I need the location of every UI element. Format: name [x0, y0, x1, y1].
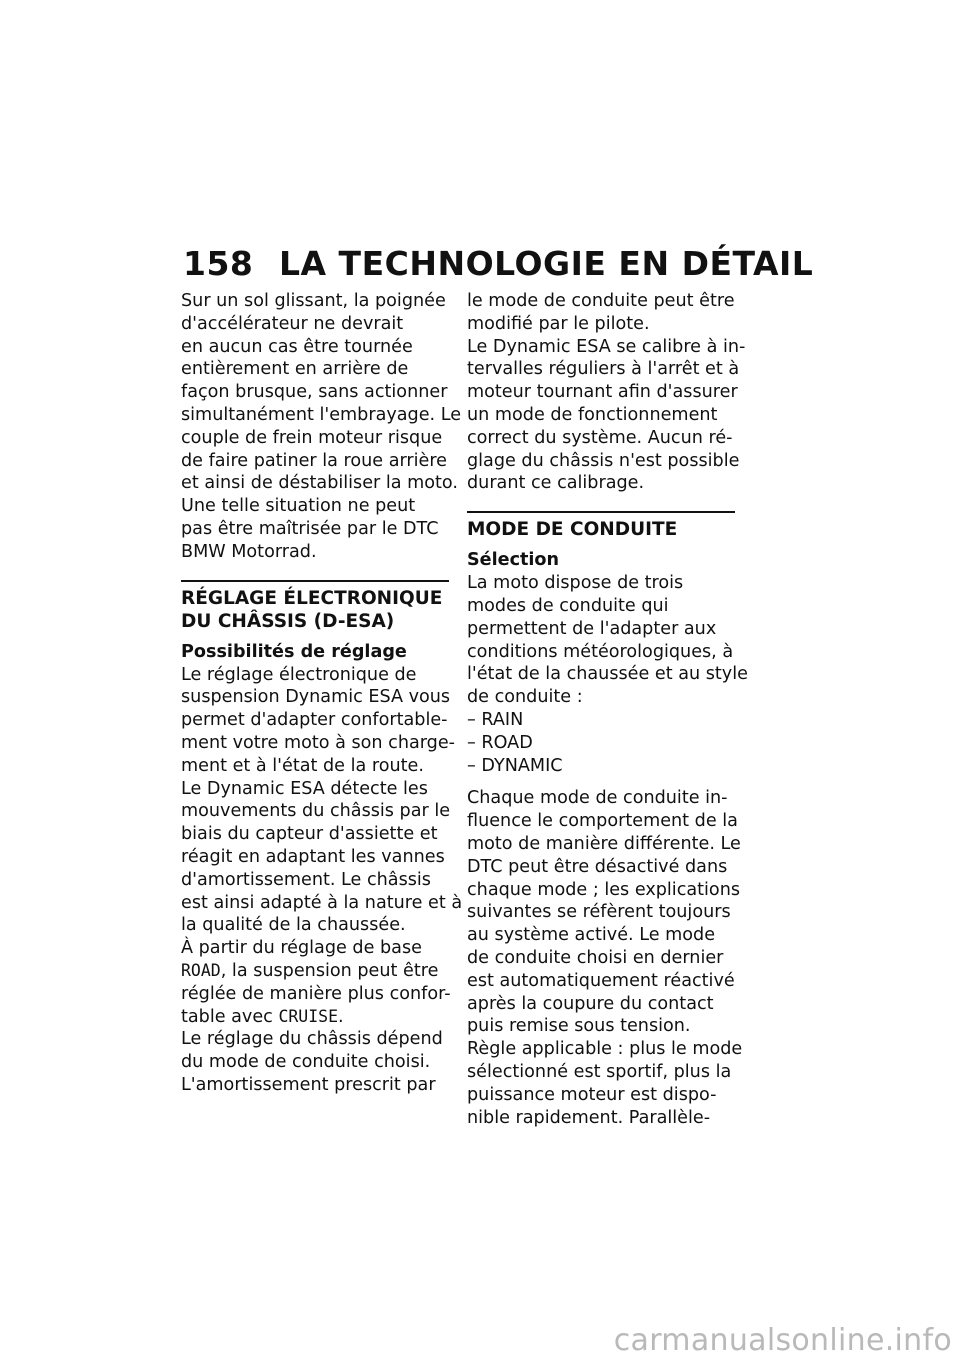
text-line: nible rapidement. Parallèle- [467, 1107, 711, 1128]
text-line: est automatiquement réactivé [467, 970, 735, 991]
text-line: biais du capteur d'assiette et [181, 824, 438, 845]
text-line: simultanément l'embrayage. Le [181, 404, 462, 425]
page-number: 158 [183, 244, 254, 283]
text-line: un mode de fonctionnement [467, 404, 718, 425]
text-line: Le réglage électronique de [181, 664, 417, 685]
text-line: sélectionné est sportif, plus la [467, 1061, 732, 1082]
mode-code-cruise: CRUISE [278, 1006, 339, 1026]
text-line: et ainsi de déstabiliser la moto. [181, 473, 458, 494]
text-line: le mode de conduite peut être [467, 291, 735, 311]
text-line: tervalles réguliers à l'arrêt et à [467, 359, 740, 380]
text-line: de conduite choisi en dernier [467, 947, 724, 968]
text-line: Le Dynamic ESA se calibre à in- [467, 336, 746, 357]
page-header [183, 244, 813, 283]
text-line: Sur un sol glissant, la poignée [181, 291, 446, 311]
modes-paragraph [467, 787, 743, 1129]
intro-paragraph [181, 290, 462, 564]
esa-paragraph [181, 664, 463, 1097]
text-line: ment votre moto à son charge- [181, 732, 456, 753]
text-line [181, 960, 453, 983]
text-line: durant ce calibrage. [467, 473, 645, 494]
text-line: Une telle situation ne peut [181, 496, 416, 517]
text-line: réglée de manière plus confor- [181, 983, 451, 1004]
section-divider [181, 580, 449, 582]
subsection-title: Possibilités de réglage [181, 641, 407, 662]
text-line: puissance moteur est dispo- [467, 1084, 717, 1105]
text-line: en aucun cas être tournée [181, 336, 413, 357]
text-line: modifié par le pilote. [467, 313, 650, 334]
text-line [181, 1006, 453, 1029]
section-divider [467, 511, 735, 513]
section-title: MODE DE CONDUITE [467, 519, 678, 541]
calibration-paragraph [467, 290, 746, 495]
text-line: entièrement en arrière de [181, 359, 409, 380]
text-line: du mode de conduite choisi. [181, 1052, 431, 1073]
text-line: L'amortissement prescrit par [181, 1074, 436, 1095]
text-line: puis remise sous tension. [467, 1016, 691, 1037]
list-item: – DYNAMIC [467, 755, 563, 776]
text-line: réagit en adaptant les vannes [181, 846, 445, 867]
mode-list [467, 709, 739, 777]
text-line: correct du système. Aucun ré- [467, 427, 733, 448]
text-line: pas être maîtrisée par le DTC [181, 518, 439, 539]
text-line: d'amortissement. Le châssis [181, 869, 431, 890]
text-line: de faire patiner la roue arrière [181, 450, 448, 471]
section-title [181, 587, 453, 633]
list-item: – RAIN [467, 709, 524, 730]
text-line: au système activé. Le mode [467, 925, 716, 946]
text-line: Le Dynamic ESA détecte les [181, 778, 428, 799]
list-item: – ROAD [467, 732, 533, 753]
text-fragment: table avec [181, 1006, 279, 1027]
text-line: après la coupure du contact [467, 993, 714, 1014]
text-line: modes de conduite qui [467, 595, 669, 616]
text-line: À partir du réglage de base [181, 938, 422, 959]
text-line: d'accélérateur ne devrait [181, 313, 404, 334]
section-title-line: RÉGLAGE ÉLECTRONIQUE [181, 587, 443, 609]
text-line: Le réglage du châssis dépend [181, 1029, 443, 1050]
text-line: glage du châssis n'est possible [467, 450, 740, 471]
text-line: fluence le comportement de la [467, 811, 738, 832]
mode-code-road: ROAD [181, 960, 221, 980]
text-line: la qualité de la chaussée. [181, 915, 406, 936]
text-line: Règle applicable : plus le mode [467, 1039, 743, 1060]
text-line: mouvements du châssis par le [181, 801, 451, 822]
text-line: est ainsi adapté à la nature et à [181, 892, 463, 913]
text-line: conditions météorologiques, à [467, 641, 734, 662]
right-column [467, 290, 748, 1129]
chapter-title: LA TECHNOLOGIE EN DÉTAIL [279, 244, 814, 283]
text-line: DTC peut être désactivé dans [467, 856, 728, 877]
text-line: permettent de l'adapter aux [467, 618, 717, 639]
text-line: Chaque mode de conduite in- [467, 788, 728, 809]
text-line: permet d'adapter confortable- [181, 710, 448, 731]
text-line: suivantes se réfèrent toujours [467, 902, 731, 923]
selection-paragraph [467, 572, 748, 709]
text-line: moto de manière différente. Le [467, 833, 741, 854]
text-line: suspension Dynamic ESA vous [181, 687, 451, 708]
watermark: carmanualsonline.info [613, 1323, 952, 1358]
section-title-line: DU CHÂSSIS (D-ESA) [181, 610, 395, 632]
text-fragment: . [338, 1006, 344, 1027]
text-fragment: , la suspension peut être [220, 960, 439, 981]
text-line: moteur tournant afin d'assurer [467, 382, 738, 403]
text-line: chaque mode ; les explications [467, 879, 741, 900]
text-line: La moto dispose de trois [467, 573, 684, 594]
subsection-title: Sélection [467, 550, 560, 571]
text-line: l'état de la chaussée et au style [467, 664, 748, 685]
text-line: BMW Motorrad. [181, 541, 317, 562]
text-line: ment et à l'état de la route. [181, 755, 424, 776]
text-line: façon brusque, sans actionner [181, 382, 448, 403]
text-line: couple de frein moteur risque [181, 427, 443, 448]
left-column [181, 290, 463, 1097]
text-line: de conduite : [467, 687, 583, 708]
